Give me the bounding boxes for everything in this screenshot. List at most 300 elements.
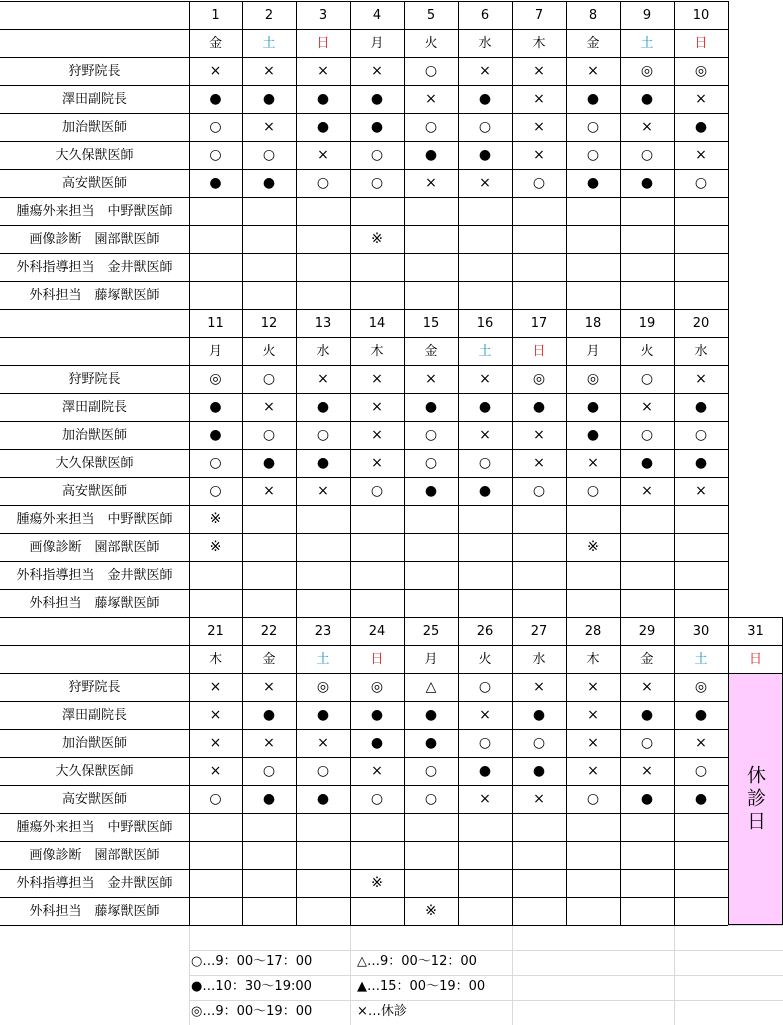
schedule-cell: ● [694, 399, 708, 415]
weekday-30: 土 [694, 651, 708, 667]
schedule-cell: ● [586, 91, 600, 107]
schedule-cell: ● [209, 427, 222, 443]
schedule-cell [566, 589, 620, 617]
schedule-cell [296, 533, 350, 561]
schedule-cell [242, 533, 296, 561]
day-number-20: 20 [692, 315, 710, 331]
schedule-cell: ○ [316, 175, 330, 191]
schedule-cell: ○ [586, 119, 600, 135]
schedule-cell: ● [694, 791, 708, 807]
closed-day-label: 休診日 [744, 764, 766, 834]
weekday-26: 火 [478, 651, 492, 667]
schedule-cell: ○ [640, 147, 654, 163]
schedule-cell: × [479, 707, 491, 723]
weekday-31: 日 [748, 651, 762, 667]
schedule-cell [242, 897, 296, 925]
schedule-cell: × [479, 175, 491, 191]
schedule-cell: ● [478, 483, 492, 499]
schedule-cell [350, 505, 404, 533]
weekday-4: 月 [370, 35, 384, 51]
schedule-cell: ○ [586, 147, 600, 163]
weekday-8: 金 [586, 35, 600, 51]
schedule-cell [189, 841, 242, 869]
schedule-cell [350, 589, 404, 617]
schedule-cell [189, 897, 242, 925]
schedule-cell: × [479, 63, 491, 79]
day-number-1: 1 [211, 7, 220, 23]
schedule-cell [350, 841, 404, 869]
schedule-cell: × [371, 399, 383, 415]
schedule-cell: ◎ [370, 679, 384, 695]
day-number-17: 17 [530, 315, 548, 331]
schedule-cell [242, 813, 296, 841]
schedule-cell: ● [209, 399, 222, 415]
schedule-cell: ● [478, 399, 492, 415]
day-number-2: 2 [264, 7, 274, 23]
schedule-cell: ● [586, 399, 600, 415]
schedule-cell: × [641, 119, 653, 135]
schedule-cell: ○ [478, 119, 492, 135]
schedule-cell: × [641, 679, 653, 695]
weekday-28: 木 [586, 651, 600, 667]
schedule-cell: × [425, 175, 437, 191]
doctor-label: 外科担当 藤塚獣医師 [29, 903, 160, 919]
schedule-cell [458, 561, 512, 589]
schedule-cell: ● [370, 707, 384, 723]
schedule-cell [350, 281, 404, 309]
schedule-cell [404, 533, 458, 561]
schedule-cell: ○ [586, 791, 600, 807]
schedule-cell [566, 197, 620, 225]
day-number-13: 13 [314, 315, 332, 331]
schedule-cell: ○ [532, 735, 546, 751]
schedule-cell [350, 533, 404, 561]
schedule-cell: ◎ [694, 679, 708, 695]
schedule-cell [566, 813, 620, 841]
schedule-cell [674, 197, 728, 225]
weekday-17: 日 [532, 343, 546, 359]
day-number-16: 16 [476, 315, 494, 331]
weekday-29: 金 [640, 651, 654, 667]
schedule-cell [620, 897, 674, 925]
schedule-cell: × [317, 147, 329, 163]
schedule-cell: × [317, 371, 329, 387]
schedule-cell: × [533, 119, 545, 135]
schedule-cell: × [587, 63, 599, 79]
schedule-cell [404, 561, 458, 589]
schedule-cell: × [371, 455, 383, 471]
doctor-label: 外科担当 藤塚獣医師 [29, 287, 160, 303]
day-number-7: 7 [534, 7, 544, 23]
day-number-31: 31 [747, 623, 764, 639]
schedule-cell: ● [532, 763, 546, 779]
schedule-cell: ※ [587, 539, 599, 555]
legend-triangle: △…9：00〜12：00 [357, 954, 477, 969]
schedule-cell [296, 897, 350, 925]
schedule-cell: ○ [209, 119, 222, 135]
schedule-cell [458, 813, 512, 841]
weekday-7: 木 [532, 35, 546, 51]
schedule-cell [512, 897, 566, 925]
schedule-cell: ○ [424, 455, 438, 471]
schedule-cell: × [371, 427, 383, 443]
doctor-label: 澤田副院長 [61, 399, 127, 415]
schedule-cell: × [695, 735, 707, 751]
schedule-cell: ● [209, 175, 222, 191]
schedule-cell [512, 505, 566, 533]
day-number-29: 29 [638, 623, 656, 639]
schedule-cell [620, 197, 674, 225]
weekday-11: 月 [208, 343, 222, 359]
schedule-cell [458, 505, 512, 533]
legend-circle: ○…9：00〜17：00 [191, 954, 313, 969]
schedule-cell: ○ [424, 427, 438, 443]
day-number-19: 19 [638, 315, 656, 331]
schedule-cell: ● [262, 175, 276, 191]
schedule-cell: ※ [209, 539, 222, 555]
day-number-6: 6 [480, 7, 490, 23]
schedule-cell: × [263, 679, 275, 695]
schedule-cell [350, 813, 404, 841]
schedule-cell: ● [586, 175, 600, 191]
schedule-cell: × [209, 735, 222, 751]
schedule-cell: ● [262, 707, 276, 723]
schedule-cell: ◎ [316, 679, 330, 695]
schedule-cell [566, 505, 620, 533]
schedule-cell: × [263, 735, 275, 751]
schedule-cell: ● [586, 427, 600, 443]
schedule-cell: × [263, 63, 275, 79]
doctor-label: 外科指導担当 金井獣医師 [16, 259, 173, 275]
schedule-cell [620, 533, 674, 561]
schedule-cell [566, 841, 620, 869]
schedule-cell: ○ [586, 483, 600, 499]
doctor-label: 腫瘍外来担当 中野獣医師 [16, 511, 173, 527]
schedule-cell [566, 561, 620, 589]
schedule-cell: ○ [262, 371, 276, 387]
schedule-cell: ● [262, 91, 276, 107]
schedule-cell: ● [640, 175, 654, 191]
schedule-cell [296, 505, 350, 533]
schedule-cell: ○ [640, 371, 654, 387]
doctor-label: 加治獣医師 [61, 427, 127, 443]
weekday-1: 金 [208, 35, 222, 51]
schedule-cell [350, 197, 404, 225]
doctor-label: 外科担当 藤塚獣医師 [29, 595, 160, 611]
schedule-cell: ○ [478, 455, 492, 471]
schedule-cell [242, 225, 296, 253]
schedule-cell: ● [424, 147, 438, 163]
schedule-cell [458, 533, 512, 561]
schedule-cell: ○ [370, 147, 384, 163]
schedule-cell [620, 813, 674, 841]
schedule-cell [620, 589, 674, 617]
schedule-cell [242, 197, 296, 225]
legend-closed: ×…休診 [357, 1004, 407, 1019]
schedule-cell: ※ [209, 511, 222, 527]
schedule-cell: × [533, 791, 545, 807]
schedule-cell: ● [640, 91, 654, 107]
schedule-cell: ○ [209, 147, 222, 163]
schedule-cell: × [209, 63, 222, 79]
schedule-cell [350, 561, 404, 589]
schedule-cell [296, 589, 350, 617]
closed-day-box [728, 673, 783, 925]
schedule-cell: ● [478, 91, 492, 107]
schedule-cell [189, 561, 242, 589]
doctor-label: 澤田副院長 [61, 707, 127, 723]
day-number-25: 25 [422, 623, 440, 639]
schedule-cell: ● [316, 455, 330, 471]
schedule-cell: ※ [371, 231, 383, 247]
schedule-cell [296, 281, 350, 309]
day-number-18: 18 [584, 315, 602, 331]
weekday-6: 水 [478, 35, 492, 51]
schedule-cell [242, 869, 296, 897]
schedule-cell [512, 813, 566, 841]
schedule-cell: ● [262, 791, 276, 807]
schedule-cell: × [209, 707, 222, 723]
schedule-cell: × [371, 371, 383, 387]
weekday-13: 水 [316, 343, 330, 359]
doctor-label: 高安獣医師 [61, 483, 127, 499]
schedule-cell: ○ [209, 483, 222, 499]
schedule-cell: ● [424, 735, 438, 751]
day-number-4: 4 [372, 7, 382, 23]
weekday-15: 金 [424, 343, 438, 359]
schedule-cell [566, 225, 620, 253]
schedule-cell [458, 589, 512, 617]
schedule-cell [512, 253, 566, 281]
schedule-cell: ◎ [586, 371, 600, 387]
doctor-label: 腫瘍外来担当 中野獣医師 [16, 203, 173, 219]
weekday-22: 金 [262, 651, 276, 667]
schedule-cell [512, 841, 566, 869]
day-number-11: 11 [207, 315, 224, 331]
schedule-cell: ○ [370, 483, 384, 499]
schedule-cell [620, 505, 674, 533]
schedule-cell [674, 281, 728, 309]
schedule-cell: × [263, 483, 275, 499]
weekday-21: 木 [208, 651, 222, 667]
schedule-cell [620, 841, 674, 869]
day-number-21: 21 [207, 623, 224, 639]
doctor-label: 狩野院長 [68, 371, 121, 387]
schedule-cell [189, 197, 242, 225]
schedule-cell: ● [316, 91, 330, 107]
schedule-cell: × [587, 707, 599, 723]
schedule-cell [296, 253, 350, 281]
schedule-cell: ※ [371, 875, 383, 891]
doctor-label: 画像診断 園部獣医師 [29, 231, 160, 247]
schedule-cell: × [209, 679, 222, 695]
schedule-cell [620, 225, 674, 253]
doctor-label: 外科指導担当 金井獣医師 [16, 567, 173, 583]
day-number-8: 8 [588, 7, 598, 23]
schedule-cell: ● [532, 707, 546, 723]
schedule-cell [189, 869, 242, 897]
schedule-cell [242, 561, 296, 589]
schedule-cell [350, 897, 404, 925]
schedule-cell: × [263, 399, 275, 415]
schedule-cell [620, 281, 674, 309]
schedule-cell [296, 561, 350, 589]
schedule-cell: × [587, 455, 599, 471]
weekday-16: 土 [478, 343, 492, 359]
schedule-cell [620, 869, 674, 897]
schedule-cell: ○ [640, 735, 654, 751]
doctor-label: 大久保獣医師 [55, 455, 134, 471]
schedule-cell: ○ [209, 791, 222, 807]
schedule-cell [189, 813, 242, 841]
schedule-cell: × [641, 763, 653, 779]
day-number-5: 5 [426, 7, 436, 23]
schedule-cell: × [695, 371, 707, 387]
schedule-cell: × [641, 483, 653, 499]
schedule-cell [189, 253, 242, 281]
schedule-cell: ○ [209, 455, 222, 471]
day-number-23: 23 [314, 623, 332, 639]
schedule-cell: × [479, 427, 491, 443]
weekday-23: 土 [316, 651, 330, 667]
schedule-cell [404, 869, 458, 897]
schedule-cell: ● [316, 791, 330, 807]
schedule-cell [458, 197, 512, 225]
day-number-9: 9 [642, 7, 652, 23]
schedule-cell [242, 253, 296, 281]
schedule-cell: × [587, 679, 599, 695]
weekday-27: 水 [532, 651, 546, 667]
day-number-15: 15 [422, 315, 440, 331]
doctor-label: 加治獣医師 [61, 119, 127, 135]
schedule-cell: × [425, 371, 437, 387]
schedule-cell: × [479, 791, 491, 807]
schedule-cell: × [587, 763, 599, 779]
doctor-label: 高安獣医師 [61, 791, 127, 807]
schedule-cell: × [641, 399, 653, 415]
weekday-9: 土 [640, 35, 654, 51]
doctor-label: 腫瘍外来担当 中野獣医師 [16, 819, 173, 835]
weekday-14: 木 [370, 343, 384, 359]
weekday-18: 月 [586, 343, 600, 359]
schedule-cell: ● [694, 119, 708, 135]
schedule-cell: ○ [532, 175, 546, 191]
schedule-cell [404, 197, 458, 225]
schedule-cell [674, 813, 728, 841]
day-number-22: 22 [260, 623, 278, 639]
schedule-cell: ○ [532, 483, 546, 499]
schedule-cell [350, 253, 404, 281]
schedule-cell: × [587, 735, 599, 751]
schedule-cell: △ [425, 679, 437, 695]
schedule-cell [566, 281, 620, 309]
schedule-cell: × [209, 763, 222, 779]
schedule-cell [296, 197, 350, 225]
schedule-cell: ● [640, 455, 654, 471]
schedule-cell: ● [424, 707, 438, 723]
schedule-cell: ◎ [694, 63, 708, 79]
day-number-28: 28 [584, 623, 602, 639]
schedule-cell [296, 813, 350, 841]
doctor-label: 澤田副院長 [61, 91, 127, 107]
schedule-cell: ● [640, 707, 654, 723]
schedule-cell [566, 253, 620, 281]
schedule-cell: × [425, 91, 437, 107]
schedule-cell: ● [694, 707, 708, 723]
doctor-label: 大久保獣医師 [55, 147, 134, 163]
doctor-label: 画像診断 園部獣医師 [29, 539, 160, 555]
schedule-cell [189, 589, 242, 617]
schedule-cell: × [533, 91, 545, 107]
doctor-label: 大久保獣医師 [55, 763, 134, 779]
legend-filled-triangle: ▲…15：00〜19：00 [357, 979, 486, 994]
schedule-cell: ○ [478, 679, 492, 695]
schedule-cell [512, 561, 566, 589]
schedule-cell: × [695, 483, 707, 499]
schedule-cell: ○ [694, 427, 708, 443]
schedule-cell: ● [316, 399, 330, 415]
doctor-label: 外科指導担当 金井獣医師 [16, 875, 173, 891]
schedule-cell [512, 197, 566, 225]
schedule-cell [296, 869, 350, 897]
schedule-cell [512, 533, 566, 561]
schedule-cell: ○ [316, 427, 330, 443]
schedule-cell [674, 589, 728, 617]
day-number-30: 30 [692, 623, 710, 639]
schedule-cell: ● [316, 707, 330, 723]
schedule-cell: ● [370, 119, 384, 135]
schedule-cell: × [317, 735, 329, 751]
schedule-cell [458, 869, 512, 897]
weekday-10: 日 [694, 35, 708, 51]
schedule-cell: × [533, 679, 545, 695]
schedule-cell: × [695, 91, 707, 107]
weekday-2: 土 [262, 35, 276, 51]
schedule-cell: ○ [424, 119, 438, 135]
day-number-27: 27 [530, 623, 548, 639]
doctor-label: 高安獣医師 [61, 175, 127, 191]
day-number-12: 12 [260, 315, 278, 331]
schedule-cell [189, 281, 242, 309]
schedule-cell [404, 253, 458, 281]
schedule-cell: ○ [370, 791, 384, 807]
schedule-cell [404, 505, 458, 533]
schedule-cell [674, 533, 728, 561]
weekday-25: 月 [424, 651, 438, 667]
schedule-cell: ○ [424, 763, 438, 779]
schedule-cell: ● [209, 91, 222, 107]
schedule-cell [296, 841, 350, 869]
schedule-cell [674, 505, 728, 533]
day-number-26: 26 [476, 623, 494, 639]
legend-double-circle: ◎…9：00〜19：00 [191, 1004, 313, 1019]
day-number-10: 10 [692, 7, 710, 23]
weekday-19: 火 [640, 343, 654, 359]
schedule-cell [620, 253, 674, 281]
schedule-cell: × [263, 119, 275, 135]
schedule-cell: ○ [478, 735, 492, 751]
schedule-cell: ○ [262, 147, 276, 163]
schedule-cell: × [533, 147, 545, 163]
doctor-label: 狩野院長 [68, 63, 121, 79]
schedule-cell [242, 589, 296, 617]
schedule-cell: ● [370, 91, 384, 107]
schedule-cell: ● [532, 399, 546, 415]
schedule-cell: × [317, 63, 329, 79]
schedule-cell [512, 225, 566, 253]
schedule-cell [404, 281, 458, 309]
schedule-cell: ※ [425, 903, 437, 919]
